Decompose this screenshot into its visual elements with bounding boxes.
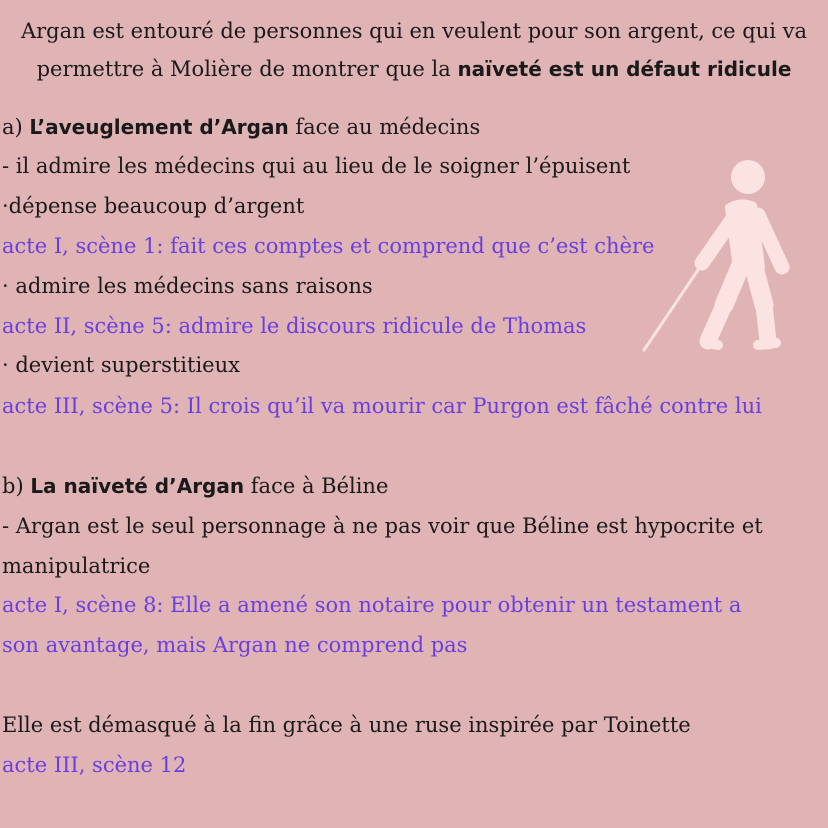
section-a-item: · devient superstitieux [2,353,240,377]
conclusion-text: Elle est démasqué à la fin grâce à une ruse inspirée par Toinette [2,713,691,737]
section-a-rest: face au médecins [288,115,481,139]
section-b-rest: face à Béline [244,474,389,498]
intro-line-2-text: permettre à Molière de montrer que la [36,57,458,81]
section-a-heading [2,107,480,147]
intro-bold-thesis: naïveté est un défaut ridicule [457,57,792,81]
section-b-reference: acte I, scène 8: Elle a amené son notaire pour obtenir un testament a [2,593,742,617]
section-b-heading [2,466,388,506]
section-a-item: · admire les médecins sans raisons [2,274,373,298]
section-a-prefix: a) [2,115,30,139]
section-a-reference: acte I, scène 1: fait ces comptes et comprend que c’est chère [2,234,655,258]
section-b-item: manipulatrice [2,554,151,578]
section-a-item: - il admire les médecins qui au lieu de le soigner l’épuisent [2,154,631,178]
section-a-reference: acte II, scène 5: admire le discours ridicule de Thomas [2,314,587,338]
section-a-reference: acte III, scène 5: Il crois qu’il va mourir car Purgon est fâché contre lui [2,394,762,418]
conclusion-reference: acte III, scène 12 [2,753,187,777]
section-a-title: L’aveuglement d’Argan [29,115,289,139]
section-b-reference: son avantage, mais Argan ne comprend pas [2,633,468,657]
intro-line-2 [0,50,828,88]
section-b-item: - Argan est le seul personnage à ne pas voir que Béline est hypocrite et [2,514,763,538]
section-b-prefix: b) [2,474,31,498]
section-a-item: ·dépense beaucoup d’argent [2,194,305,218]
blind-person-with-cane-icon [640,155,795,355]
section-b-title: La naïveté d’Argan [30,474,245,498]
intro-line-1: Argan est entouré de personnes qui en veulent pour son argent, ce qui va [20,19,808,43]
intro-paragraph [0,12,828,88]
